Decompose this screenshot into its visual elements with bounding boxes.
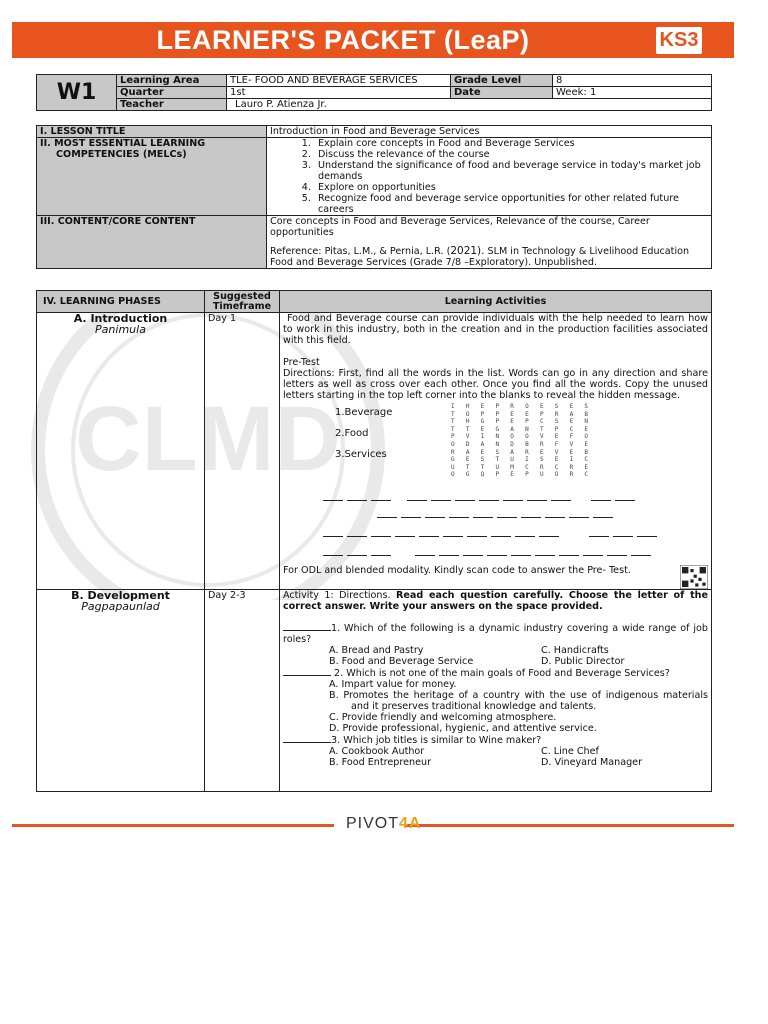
intro-phase-cell [37,313,205,590]
quarter-value: 1st [227,87,451,99]
grade-level-label: Grade Level [451,75,553,87]
activity-lead: Activity 1: Directions. [283,589,396,601]
intro-paragraph: Food and Beverage course can provide individuals with the help needed to learn how to work in this industry, both in the creation and in the production facilities associated with this field. [283,313,708,346]
answer-blank-3[interactable] [283,734,331,743]
intro-timeframe: Day 1 [205,313,280,590]
answer-blank-1[interactable] [283,622,331,631]
lesson-overview-table [36,125,712,269]
development-phase-sub: Pagpapaunlad [81,599,160,613]
header-banner [12,22,734,58]
word-grid-row: T T E G A N T P C E [451,425,592,433]
word-grid-row: O D A N D B R F V E [451,440,592,448]
answer-option: C. Line Chef [541,745,599,757]
melc-item: 3. Understand the significance of food and beverage service in today's market job demands [314,160,708,182]
reference-part2: SLM in Technology & Livelihood Education Food and Beverage Services (Grade 7/8 –Exploratory). Unpublished. [270,246,690,268]
word-grid-row: O G Q P E P U O R C [451,471,592,479]
melc-list [314,138,708,215]
development-phase-name: B. Development [71,588,170,602]
melc-item: 4. Explore on opportunities [314,182,708,193]
melc-label [37,138,267,216]
word-list-item: 3.Services [335,449,387,460]
word-list [335,407,451,479]
answer-option: C. Provide friendly and welcoming atmosphere. [329,711,557,723]
content-cell [267,216,712,269]
watermark-text: CLMD [75,388,341,490]
question-1-text: 1. Which of the following is a dynamic industry covering a wide range of job roles? [283,622,708,645]
content-label: III. CONTENT/CORE CONTENT [37,216,267,269]
pretest-title: Pre-Test [283,357,320,368]
pivot-logo-mark: 4A [399,815,422,832]
hidden-message-blanks[interactable] [283,493,708,559]
activity-bold: Read each question carefully. Choose the letter of the correct answer. Write your answers on the space provided. [283,589,708,612]
packet-title: LEARNER'S PACKET (LeaP) [156,25,530,55]
question-3-text: 3. Which job titles is similar to Wine maker? [331,734,542,746]
footer-rule-left [12,824,334,827]
footer-rule-right [404,824,734,827]
lesson-info-table [36,74,712,111]
development-activities [280,589,712,791]
answer-option: D. Vineyard Manager [541,756,643,768]
pretest-directions: Directions: First, find all the words in the list. Words can go in any direction and share letters as well as cross over each other. Once you find all the words. Copy the unused letters starting in the top left corner into the blanks to reveal the hidden message. [283,368,708,401]
answer-option: D. Public Director [541,655,625,667]
activity-directions [283,590,708,612]
answer-option: B. Food and Beverage Service [329,655,474,667]
option-row [329,645,708,656]
word-grid-row: U T T U M C R C R E [451,463,592,471]
option-row [329,746,708,757]
word-list-item: 1.Beverage [335,407,393,418]
learning-phases-table [36,290,712,792]
week-code: W1 [37,75,117,111]
melc-item: 2. Discuss the relevance of the course [314,149,708,160]
question-3 [283,734,708,746]
key-stage-badge: KS3 [656,27,702,54]
answer-option: A. Impart value for money. [329,678,457,690]
answer-option: B. Food Entrepreneur [329,756,432,768]
grade-level-value: 8 [553,75,712,87]
melc-item: 5. Recognize food and beverage service opportunities for other related future careers [314,193,708,215]
melc-item: 1. Explain core concepts in Food and Beverage Services [314,138,708,149]
answer-blank-2[interactable] [283,667,331,676]
word-grid-row: I H E P R O E S E S [451,403,592,410]
question-2-text: 2. Which is not one of the main goals of Food and Beverage Services? [331,667,670,679]
lesson-title-value: Introduction in Food and Beverage Services [267,126,712,138]
word-grid-row: T H G P E P C S E N [451,418,592,426]
answer-option: C. Handicrafts [541,644,609,656]
teacher-value: Lauro P. Atienza Jr. [227,99,712,111]
pivot-logo [346,815,421,833]
word-search-area [283,403,708,479]
option-row [329,656,708,667]
word-grid-row: T O P P E E P R A B [451,410,592,418]
teacher-label: Teacher [117,99,227,111]
lesson-title-label: I. LESSON TITLE [37,126,267,138]
intro-activities [280,313,712,590]
answer-option: A. Bread and Pastry [329,644,424,656]
learning-area-label: Learning Area [117,75,227,87]
answer-option: D. Provide professional, hygienic, and attentive service. [329,722,597,734]
phases-header: IV. LEARNING PHASES [37,291,205,313]
date-value: Week: 1 [553,87,712,99]
word-grid-row: G E S T U I S E I C [451,456,592,464]
quarter-label: Quarter [117,87,227,99]
development-timeframe: Day 2-3 [205,589,280,791]
reference-part1: Reference: Pitas, L.M., & Pernia, L.R. ( [270,246,451,257]
reference-text [270,246,708,268]
word-search-grid [451,403,592,479]
intro-phase-sub: Panimula [95,323,146,336]
reference-year: 2021). [450,245,485,257]
melc-list-cell [267,138,712,216]
word-grid-row: R A E S A R E V E B [451,448,592,456]
odl-note: For ODL and blended modality. Kindly scan code to answer the Pre- Test. [283,564,631,576]
question-2 [283,667,708,679]
question-2-options [329,679,708,734]
answer-option: A. Cookbook Author [329,745,425,757]
question-1 [283,622,708,645]
qr-code-icon[interactable] [680,565,708,589]
core-content-text: Core concepts in Food and Beverage Services, Relevance of the course, Career opportunities [270,216,650,238]
word-grid-row: P V I N O O V E F O [451,433,592,441]
timeframe-header: Suggested Timeframe [205,291,280,313]
development-phase-cell [37,589,205,791]
word-list-item: 2.Food [335,428,369,439]
answer-option: B. Promotes the heritage of a country with the use of indigenous materials and it preserves traditional knowledge and talents. [329,689,708,712]
odl-row [283,565,708,589]
activities-header: Learning Activities [280,291,712,313]
question-3-options [329,746,708,768]
question-1-options [329,645,708,667]
intro-phase-name: A. Introduction [73,312,168,325]
melc-label-line2: COMPETENCIES (MELCs) [56,149,187,160]
pivot-logo-text: PIVOT [346,815,400,832]
learning-area-value: TLE- FOOD AND BEVERAGE SERVICES [227,75,451,87]
date-label: Date [451,87,553,99]
melc-label-line1: II. MOST ESSENTIAL LEARNING [40,138,206,149]
option-row [329,757,708,768]
